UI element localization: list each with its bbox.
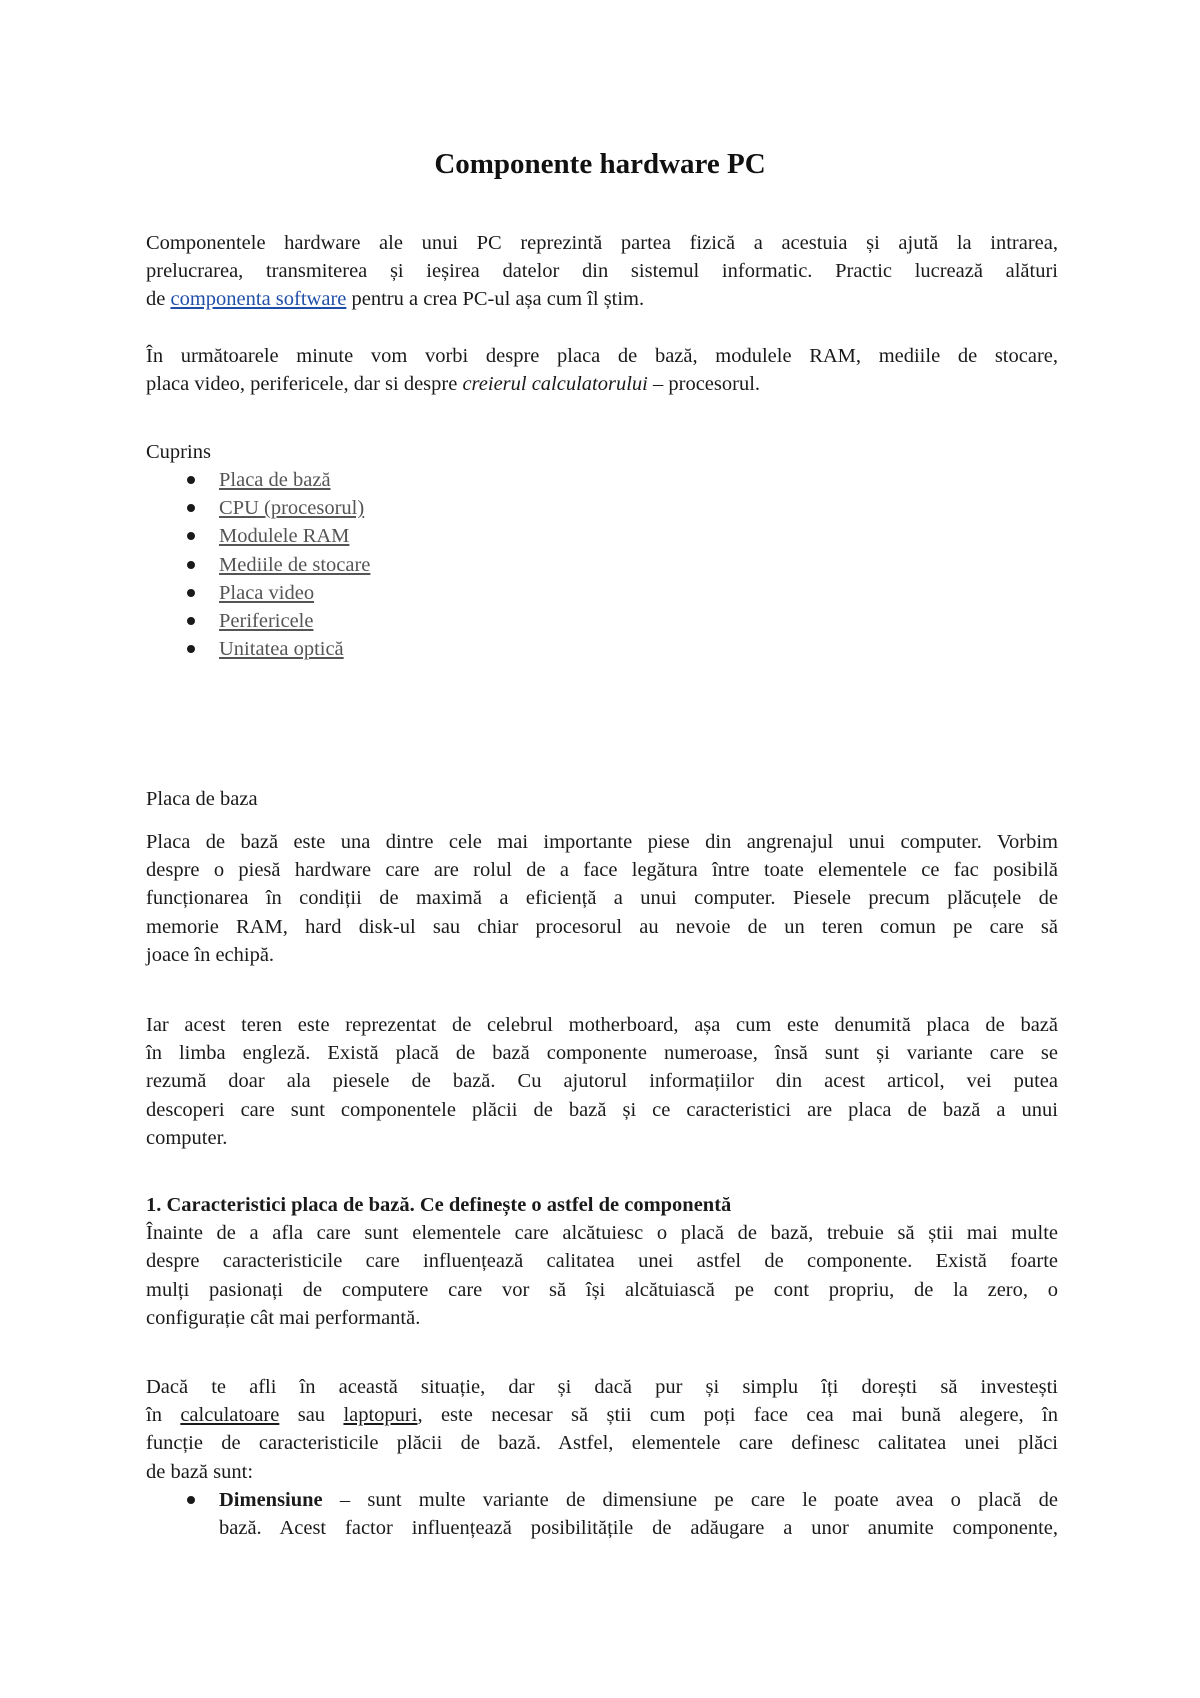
bullet-line-1 — [219, 1486, 1058, 1514]
toc-item — [146, 494, 370, 522]
toc-link-modulele-ram[interactable]: Modulele RAM — [219, 525, 350, 548]
subsection1-paragraph-2 — [146, 1373, 1058, 1542]
toc-link-unitatea-optica[interactable]: Unitatea optică — [219, 638, 344, 661]
text-line: Înainte de a afla care sunt elementele care alcătuiesc o placă de bază, trebuie să știi mai multe — [146, 1222, 1058, 1245]
text-line: de bază sunt: — [146, 1460, 254, 1483]
text-line: Dacă te afli în această situație, dar și dacă pur și simplu îți dorești să investești — [146, 1376, 1058, 1398]
overview-italic-phrase: creierul calculatorului — [462, 373, 648, 396]
calculatoare-link[interactable]: calculatoare — [180, 1404, 280, 1427]
overview-line-2-pre: placa video, perifericele, dar si despre — [146, 373, 463, 396]
text-line: memorie RAM, hard disk-ul sau chiar procesorul au nevoie de un teren comun pe care să — [146, 915, 1058, 938]
toc-item — [146, 607, 370, 635]
toc-item — [146, 635, 370, 663]
toc-link-perifericele[interactable]: Perifericele — [219, 609, 314, 632]
text-fragment: în — [146, 1404, 181, 1427]
text-line-with-links — [146, 1401, 1058, 1429]
toc-link-cpu[interactable]: CPU (procesorul) — [219, 497, 365, 520]
intro-paragraph — [146, 229, 1058, 314]
text-fragment: sau — [279, 1404, 344, 1427]
text-line: rezumă doar ala piesele de bază. Cu ajutorul informațiilor din acest articol, vei putea — [146, 1070, 1058, 1093]
toc-item — [146, 579, 370, 607]
document-title: Componente hardware PC — [434, 148, 766, 180]
toc-heading: Cuprins — [146, 441, 211, 463]
text-line: Iar acest teren este reprezentat de celebrul motherboard, așa cum este denumită placa de bază — [146, 1014, 1058, 1036]
bullet-line-2: bază. Acest factor influențează posibilitățile de adăugare a unor anumite componente, — [219, 1517, 1058, 1540]
intro-line-3-post: pentru a crea PC-ul așa cum îl știm. — [346, 288, 645, 311]
componenta-software-link[interactable]: componenta software — [170, 288, 347, 311]
overview-paragraph — [146, 342, 1058, 398]
intro-line-1: Componentele hardware ale unui PC reprezintă partea fizică a acestuia și ajută la intrarea, — [146, 232, 1058, 254]
toc-item — [146, 466, 370, 494]
text-fragment: , este necesar să știi cum poți face cea mai bună alegere, în — [417, 1404, 1058, 1427]
text-line: joace în echipă. — [146, 943, 275, 966]
text-line: funcție de caracteristicile plăcii de bază. Astfel, elementele care definesc calitatea unei plăci — [146, 1432, 1058, 1455]
toc-link-placa-video[interactable]: Placa video — [219, 581, 315, 604]
overview-line-2-post: – procesorul. — [647, 373, 761, 396]
text-line: în limba engleză. Există placă de bază componente numeroase, însă sunt și variante care se — [146, 1042, 1058, 1065]
intro-line-2: prelucrarea, transmiterea și ieșirea datelor din sistemul informatic. Practic lucrează alături — [146, 260, 1058, 283]
section1-paragraph-2 — [146, 1011, 1058, 1152]
text-line: despre caracteristicile care influențează calitatea unei astfel de componente. Există foarte — [146, 1250, 1058, 1273]
text-line: descoperi care sunt componentele plăcii de bază și ce caracteristici are placa de bază a unui — [146, 1098, 1058, 1121]
text-line: Placa de bază este una dintre cele mai importante piese din angrenajul unui computer. Vorbim — [146, 831, 1058, 853]
section1-paragraph-1 — [146, 828, 1058, 969]
intro-line-3-pre: de — [146, 288, 171, 311]
text-line: computer. — [146, 1126, 228, 1149]
bullet-dimensiune — [146, 1486, 1058, 1542]
intro-line-3 — [146, 285, 1058, 313]
text-line: despre o piesă hardware care are rolul de a face legătura între toate elementele ce fac posibilă — [146, 859, 1058, 882]
text-line: funcționarea în condiții de maximă a eficiență a unui computer. Piesele precum plăcuțele de — [146, 887, 1058, 910]
section-heading-placa-de-baza: Placa de baza — [146, 788, 258, 810]
toc-link-mediile-de-stocare[interactable]: Mediile de stocare — [219, 553, 371, 576]
subsection-heading-text: 1. Caracteristici placa de bază. Ce definește o astfel de componentă — [146, 1194, 732, 1216]
text-line: configurație cât mai performantă. — [146, 1306, 421, 1329]
bullet-text: – sunt multe variante de dimensiune pe care le poate avea o placă de — [322, 1488, 1058, 1511]
text-line: mulți pasionați de computere care vor să își alcătuiască pe cont propriu, de la zero, o — [146, 1278, 1058, 1301]
toc-item — [146, 551, 370, 579]
bullet-term: Dimensiune — [219, 1488, 323, 1511]
overview-line-2 — [146, 370, 1058, 398]
subsection-heading-caracteristici — [146, 1191, 1058, 1332]
laptopuri-link[interactable]: laptopuri — [343, 1404, 418, 1427]
toc-item — [146, 522, 370, 550]
toc-link-placa-de-baza[interactable]: Placa de bază — [219, 469, 331, 491]
overview-line-1: În următoarele minute vom vorbi despre placa de bază, modulele RAM, mediile de stocare, — [146, 345, 1058, 367]
table-of-contents — [146, 466, 370, 663]
